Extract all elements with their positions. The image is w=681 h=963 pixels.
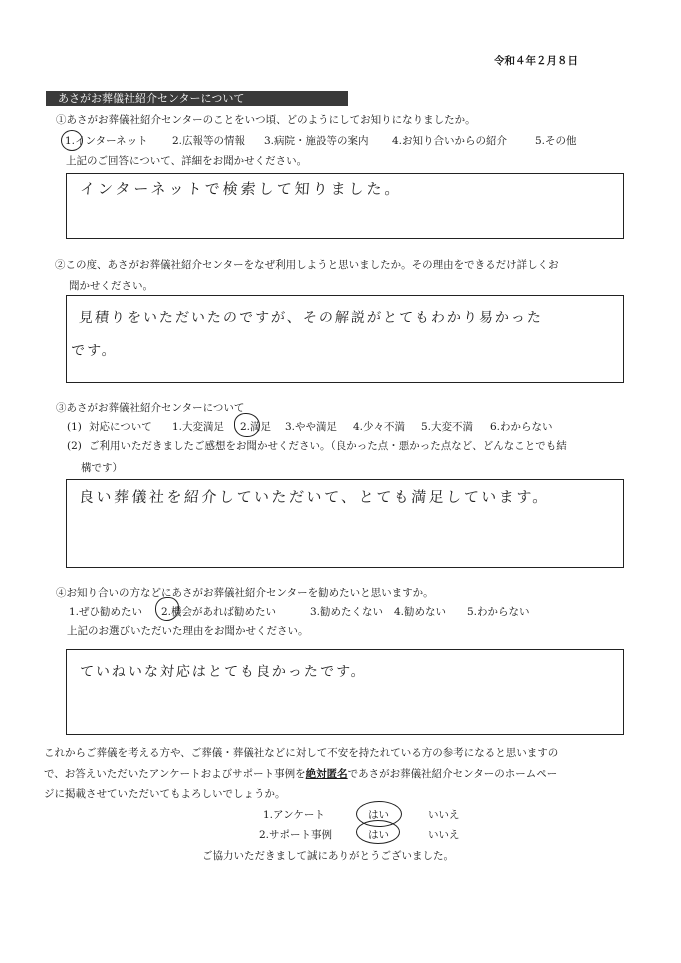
q4-option-3[interactable]: 3.勧めたくない	[310, 606, 384, 618]
q1-option-1[interactable]: 1.インターネット	[65, 135, 148, 147]
consent1-label: 1.アンケート	[263, 809, 325, 821]
consent2-no[interactable]: いいえ	[428, 829, 460, 841]
closing-line2	[44, 767, 557, 781]
section-header: あさがお葬儀社紹介センターについて	[46, 91, 348, 106]
q4-option-1[interactable]: 1.ぜひ勧めたい	[69, 606, 143, 618]
q3-sub2-label: (2)	[67, 440, 82, 452]
q4-option-4[interactable]: 4.勧めない	[394, 606, 447, 618]
q3-option-1[interactable]: 1.大変満足	[172, 421, 225, 433]
q1-question: ①あさがお葬儀社紹介センターのことをいつ頃、どのようにしてお知りになりましたか。	[56, 114, 476, 126]
q3-sub2-line2: 構です）	[81, 462, 123, 474]
consent1-yes[interactable]: はい	[368, 809, 389, 821]
q1-detail-prompt: 上記のご回答について、詳細をお聞かせください。	[66, 155, 308, 167]
q3-answer-text: 良い葬儀社を紹介していただいて、とても満足しています。	[78, 488, 551, 506]
thanks-text: ご協力いただきまして誠にありがとうございました。	[202, 850, 454, 862]
q3-selected-circle	[234, 413, 260, 437]
q4-detail-prompt: 上記のお選びいただいた理由をお聞かせください。	[67, 625, 309, 637]
consent2-label: 2.サポート事例	[259, 829, 333, 841]
q3-option-2[interactable]: 2.満足	[240, 421, 272, 433]
closing-line2-bold: 絶対匿名	[305, 768, 348, 780]
q3-sub1-label: (1)	[67, 421, 82, 433]
closing-line2-post: であさがお葬儀社紹介センターのホームペー	[347, 768, 558, 780]
q3-option-5[interactable]: 5.大変不満	[421, 421, 474, 433]
closing-line1: これからご葬儀を考える方や、ご葬儀・葬儀社などに対して不安を持たれている方の参考になると思いますの	[44, 747, 559, 759]
q2-question-line2: 聞かせください。	[69, 280, 153, 292]
date: 令和４年２月８日	[494, 55, 578, 67]
q3-sub1-text: 対応について	[89, 421, 152, 433]
q1-answer-text: インターネットで検索して知りました。	[79, 180, 404, 198]
consent1-no[interactable]: いいえ	[428, 809, 460, 821]
q4-question: ④お知り合いの方などにあさがお葬儀社紹介センターを勧めたいと思いますか。	[56, 587, 434, 599]
q3-option-6[interactable]: 6.わからない	[490, 421, 553, 433]
q3-heading: ③あさがお葬儀社紹介センターについて	[56, 402, 245, 414]
consent2-yes[interactable]: はい	[368, 829, 389, 841]
closing-line3: ジに掲載させていただいてもよろしいでしょうか。	[44, 788, 286, 800]
closing-line2-pre: で、お答えいただいたアンケートおよびサポート事例を	[44, 768, 306, 780]
q3-option-4[interactable]: 4.少々不満	[353, 421, 406, 433]
q1-option-4[interactable]: 4.お知り合いからの紹介	[392, 135, 508, 147]
q1-selected-circle	[61, 130, 83, 151]
q4-answer-text: ていねいな対応はとても良かったです。	[79, 664, 368, 680]
q1-option-3[interactable]: 3.病院・施設等の案内	[264, 135, 369, 147]
q3-option-3[interactable]: 3.やや満足	[285, 421, 338, 433]
q2-question-line1: ②この度、あさがお葬儀社紹介センターをなぜ利用しようと思いましたか。その理由をできるだけ詳しくお	[55, 259, 559, 271]
q2-answer-line1: 見積りをいただいたのですが、その解説がとてもわかり易かった	[78, 310, 544, 326]
q4-option-5[interactable]: 5.わからない	[467, 606, 530, 618]
q4-option-2[interactable]: 2.機会があれば勧めたい	[161, 606, 277, 618]
q3-sub2-line1: ご利用いただきましたご感想をお聞かせください。（良かった点・悪かった点など、どんなことでも結	[89, 440, 567, 452]
q2-answer-line2: です。	[70, 343, 119, 359]
q1-option-2[interactable]: 2.広報等の情報	[172, 135, 246, 147]
consent2-yes-circle	[356, 820, 400, 844]
q1-option-5[interactable]: 5.その他	[535, 135, 577, 147]
